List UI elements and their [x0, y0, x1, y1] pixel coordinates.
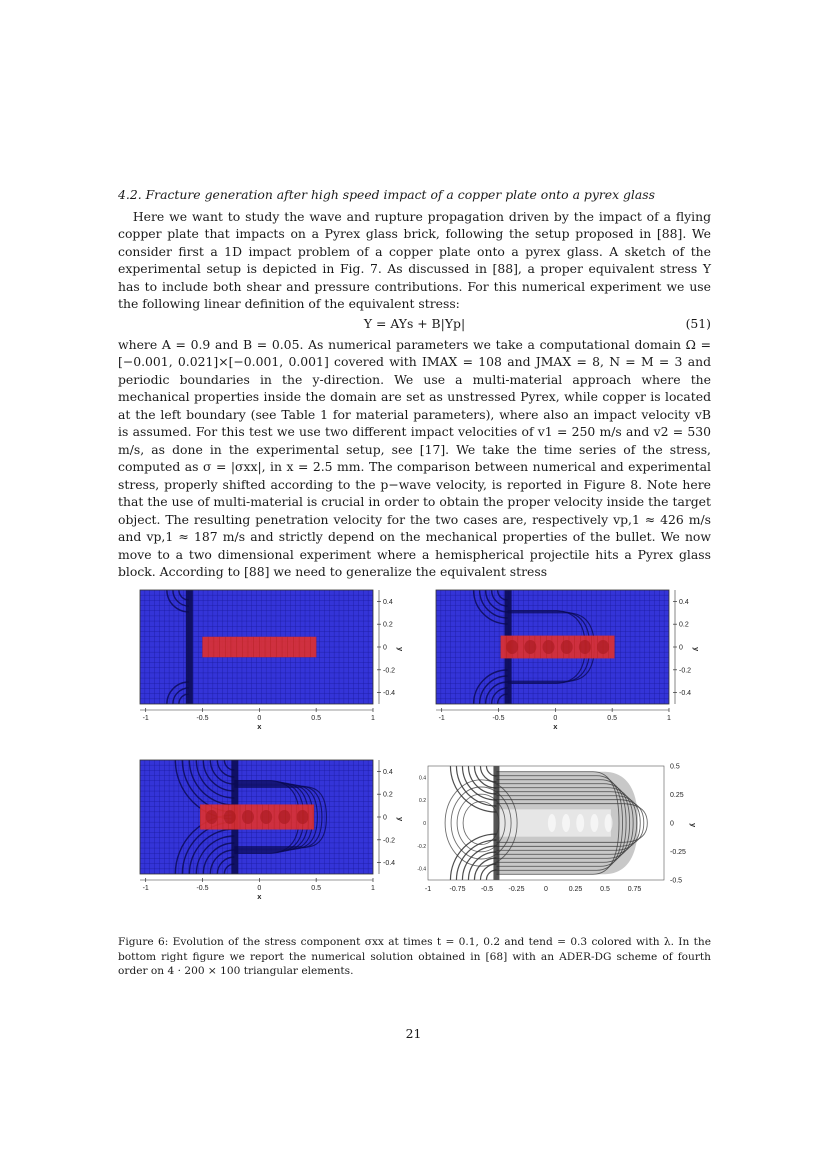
y-tick-label: 0.4 [679, 598, 689, 606]
section-title: 4.2. Fracture generation after high speed impact of a copper plate onto a pyrex glass [118, 187, 656, 202]
y-tick-label: 0.4 [383, 598, 393, 606]
paragraph-2: where A = 0.9 and B = 0.05. As numerical parameters we take a computational domain Ω = [−0.001, 0.021]×[−0.001, 0.001] covered with IMAX = 108 and JMAX = 8, N = M = 3 and periodic boundaries in the y-direction. We use a multi-material approach where the mechanical properties inside the domain are set as unstressed Pyrex, while copper is located at the left boundary (see Table 1 for material parameters), where also an impact velocity vB is assumed. For this test we use two different impact velocities of v1 = 250 m/s and v2 = 530 m/s, as done in the experimental setup, see [17]. We take the time series of the stress, computed as σ = |σxx|, in x = 2.5 mm. The comparison between numerical and experimental stress, properly shifted according to the p−wave velocity, is reported in Figure 8. Note here that the use of multi-material is crucial in order to obtain the proper velocity inside the target object. The resulting penetration velocity for the two cases are, respectively vp,1 ≈ 426 m/s and vp,1 ≈ 187 m/s and strictly depend on the mechanical properties of the bullet. We now move to a two dimensional experiment where a hemispherical projectile hits a Pyrex glass block. According to [88] we need to generalize the equivalent stress [118, 336, 711, 579]
inner-y-tick-label: -0.4 [417, 866, 426, 873]
x-tick-label: -1 [438, 715, 445, 722]
x-axis-label: x [553, 722, 558, 731]
y-axis-label: y [396, 817, 405, 822]
x-tick-label: 1 [667, 715, 671, 722]
plot-t01 [118, 578, 403, 738]
panel-t03 [118, 748, 403, 908]
y-tick-label: -0.4 [383, 690, 396, 698]
x-tick-label: 0 [257, 715, 262, 722]
y-tick-label: 0.2 [679, 621, 689, 629]
y-tick-label: 0.25 [670, 792, 684, 799]
y-axis-label: y [689, 823, 698, 828]
x-tick-label: -1 [424, 886, 432, 893]
y-tick-label: -0.2 [679, 667, 692, 675]
y-tick-label: 0 [679, 644, 683, 652]
equation-text: Y = AYs + B|Yp| [363, 315, 466, 331]
x-axis-label: x [257, 722, 262, 731]
x-tick-label: -0.5 [196, 885, 209, 892]
plot-t03 [118, 748, 403, 908]
y-tick-label: 0.5 [670, 763, 680, 771]
x-tick-label: 1 [371, 715, 375, 722]
x-tick-label: 0.5 [607, 715, 618, 722]
inner-y-tick-label: 0.4 [419, 775, 426, 782]
x-tick-label: -0.25 [508, 886, 525, 893]
panel-t01 [118, 578, 403, 738]
y-tick-label: 0.2 [383, 791, 393, 799]
x-tick-label: 0.5 [311, 715, 322, 722]
field-aderdg [428, 766, 664, 880]
x-tick-label: 0 [544, 886, 548, 893]
x-tick-label: -1 [142, 885, 149, 892]
y-tick-label: 0 [383, 814, 387, 822]
page-body [118, 186, 711, 581]
x-tick-label: 1 [371, 885, 375, 892]
y-tick-label: 0 [670, 820, 674, 828]
x-axis-label: x [257, 892, 262, 901]
x-tick-label: 0.25 [568, 886, 583, 893]
x-tick-label: -1 [142, 715, 149, 722]
inner-y-tick-label: 0 [423, 821, 426, 827]
plot-t02 [414, 578, 699, 738]
field-t03 [140, 760, 373, 874]
y-axis-label: y [692, 647, 701, 652]
y-tick-label: 0.4 [383, 768, 393, 776]
x-tick-label: 0.5 [311, 885, 322, 892]
y-tick-label: -0.25 [670, 849, 686, 856]
paragraph-1: Here we want to study the wave and rupture propagation driven by the impact of a flying copper plate that impacts on a Pyrex glass brick, following the setup proposed in [88]. We consider first a 1D impact problem of a copper plate onto a pyrex glass. A sketch of the experimental setup is depicted in Fig. 7. As discussed in [88], a proper equivalent stress Y has to include both shear and pressure contributions. For this numerical experiment we use the following linear definition of the equivalent stress: [118, 208, 711, 311]
plot-aderdg [414, 748, 699, 908]
field-t01 [140, 590, 373, 704]
x-tick-label: -0.5 [480, 886, 494, 893]
x-tick-label: -0.5 [492, 715, 505, 722]
x-tick-label: 0 [553, 715, 558, 722]
equation-51 [118, 315, 711, 334]
inner-y-tick-label: -0.2 [417, 843, 426, 850]
page-number: 21 [405, 1026, 422, 1041]
x-tick-label: 0.75 [627, 886, 642, 893]
y-tick-label: -0.4 [383, 860, 396, 868]
panel-aderdg [414, 748, 699, 908]
figure-caption: Figure 6: Evolution of the stress component σxx at times t = 0.1, 0.2 and tend = 0.3 colored with λ. In the bottom right figure we report the numerical solution obtained in [68] with an ADER-DG scheme of fourth order on 4 · 200 × 100 triangular elements. [118, 936, 711, 977]
inner-y-tick-label: 0.2 [419, 798, 426, 805]
y-tick-label: -0.2 [383, 667, 396, 675]
x-tick-label: 0.5 [600, 886, 610, 893]
y-axis-label: y [396, 647, 405, 652]
x-tick-label: -0.75 [449, 886, 466, 893]
y-tick-label: 0 [383, 644, 387, 652]
y-tick-label: -0.5 [670, 877, 683, 885]
x-tick-label: 0 [257, 885, 262, 892]
figure-6 [118, 578, 711, 903]
x-tick-label: -0.5 [196, 715, 209, 722]
y-tick-label: -0.2 [383, 837, 396, 845]
panel-t02 [414, 578, 699, 738]
equation-number: (51) [685, 315, 711, 331]
y-tick-label: -0.4 [679, 690, 692, 698]
y-tick-label: 0.2 [383, 621, 393, 629]
field-t02 [436, 590, 669, 704]
